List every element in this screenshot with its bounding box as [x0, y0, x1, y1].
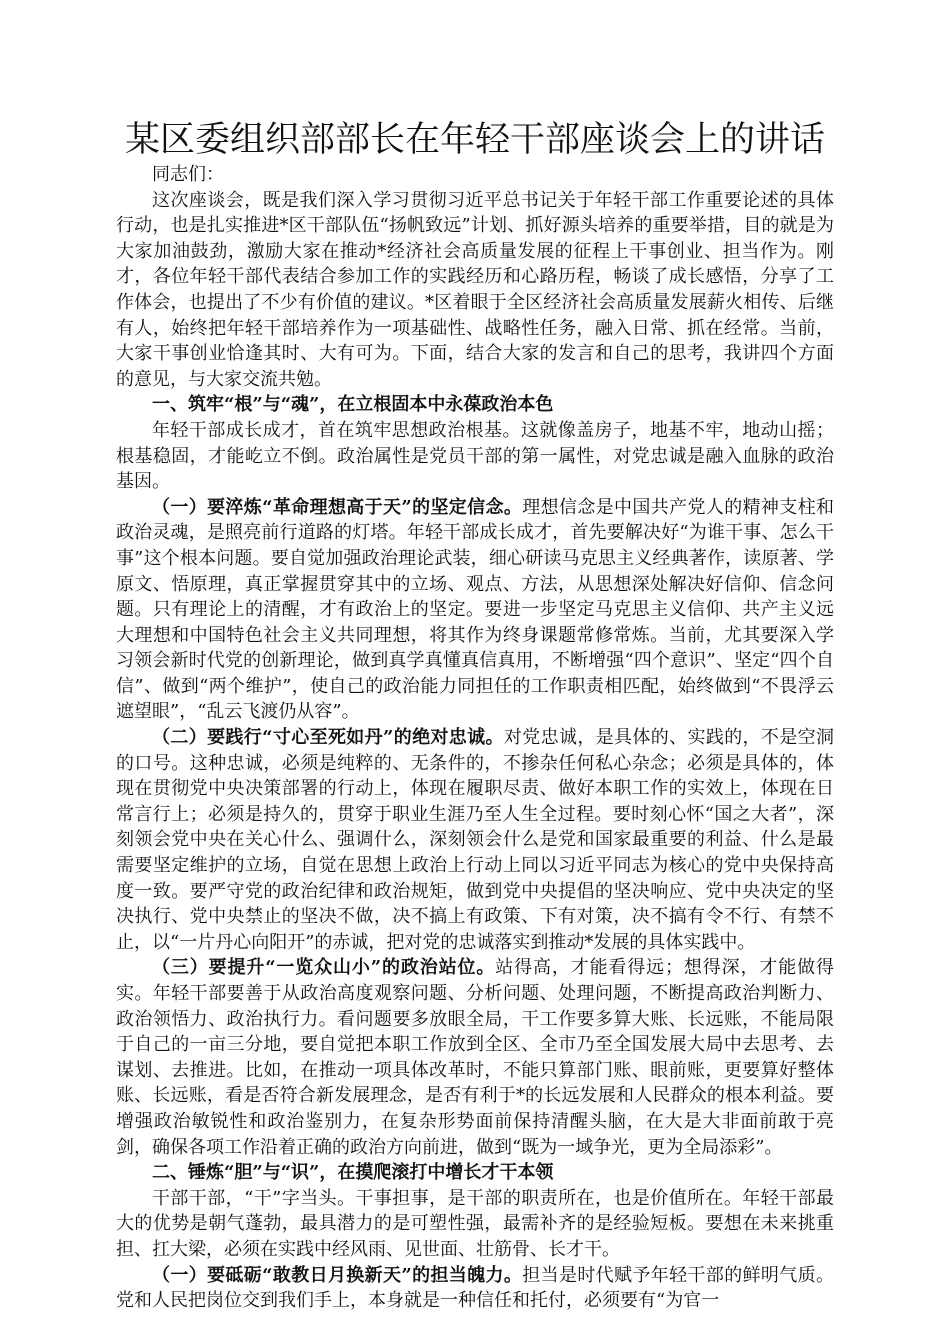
intro-paragraph: 这次座谈会，既是我们深入学习贯彻习近平总书记关于年轻干部工作重要论述的具体行动，也是扎实推进*区干部队伍“扬帆致远”计划、抓好源头培养的重要举措，目的就是为大家加油鼓劲，激励大家在推动*经济社会高质量发展的征程上干事创业、担当作为。刚才，各位年轻干部代表结合参加工作的实践经历和心路历程，畅谈了成长感悟，分享了工作体会，也提出了不少有价值的建议。*区着眼于全区经济社会高质量发展薪火相传、后继有人，始终把年轻干部培养作为一项基础性、战略性任务，融入日常、抓在经常。当前，大家干事创业恰逢其时、大有可为。下面，结合大家的发言和自己的思考，我讲四个方面的意见，与大家交流共勉。	[116, 189, 834, 390]
section-1-point-3-paragraph	[116, 955, 834, 1160]
document-page	[116, 118, 834, 1314]
section-1-point-1-lead: （一）要淬炼“革命理想高于天”的坚定信念。	[152, 496, 523, 518]
section-1-intro-paragraph: 年轻干部成长成才，首在筑牢思想政治根基。这就像盖房子，地基不牢，地动山摇；根基稳固，才能屹立不倒。政治属性是党员干部的第一属性，对党忠诚是融入血脉的政治基因。	[116, 419, 834, 493]
section-1-heading: 一、筑牢“根”与“魂”，在立根固本中永葆政治本色	[152, 394, 554, 416]
salutation: 同志们：	[152, 164, 224, 185]
section-1-point-2-paragraph	[116, 725, 834, 955]
section-2-heading: 二、锤炼“胆”与“识”，在摸爬滚打中增长才干本领	[152, 1162, 554, 1184]
section-1-point-2-body: 对党忠诚，是具体的、实践的，不是空洞的口号。这种忠诚，必须是纯粹的、无条件的，不掺杂任何私心杂念；必须是具体的，体现在贯彻党中央决策部署的行动上，体现在履职尽责、做好本职工作的实效上，体现在日常言行上；必须是持久的，贯穿于职业生涯乃至人生全过程。要时刻心怀“国之大者”，深刻领会党中央在关心什么、强调什么，深刻领会什么是党和国家最重要的利益、什么是最需要坚定维护的立场，自觉在思想上政治上行动上同以习近平同志为核心的党中央保持高度一致。要严守党的政治纪律和政治规矩，做到党中央提倡的坚决响应、党中央决定的坚决执行、党中央禁止的坚决不做，决不搞上有政策、下有对策，决不搞有令不行、有禁不止，以“一片丹心向阳开”的赤诚，把对党的忠诚落实到推动*发展的具体实践中。	[116, 727, 834, 953]
section-1-point-3-lead: （三）要提升“一览众山小”的政治站位。	[152, 957, 496, 979]
section-2-intro-paragraph: 干部干部，“干”字当头。干事担事，是干部的职责所在，也是价值所在。年轻干部最大的优势是朝气蓬勃，最具潜力的是可塑性强，最需补齐的是经验短板。要想在未来挑重担、扛大梁，必须在实践中经风雨、见世面、壮筋骨、长才干。	[116, 1187, 834, 1260]
section-2-point-1-lead: （一）要砥砺“敢教日月换新天”的担当魄力。	[152, 1264, 523, 1286]
section-2-point-1-paragraph	[116, 1263, 834, 1314]
document-title: 某区委组织部部长在年轻干部座谈会上的讲话	[124, 120, 825, 160]
section-2-point-1-body: 担当是时代赋予年轻干部的鲜明气质。党和人民把岗位交到我们手上，本身就是一种信任和托付，必须要有“为官一	[116, 1264, 834, 1312]
section-1-point-1-paragraph	[116, 495, 834, 725]
section-1-point-3-body: 站得高，才能看得远；想得深，才能做得实。年轻干部要善于从政治高度观察问题、分析问题、处理问题，不断提高政治判断力、政治领悟力、政治执行力。看问题要多放眼全局，干工作要多算大账、长远账，不能局限于自己的一亩三分地，要自觉把本职工作放到全区、全市乃至全国发展大局中去思考、去谋划、去推进。比如，在推动一项具体改革时，不能只算部门账、眼前账，更要算好整体账、长远账，看是否符合新发展理念，是否有利于*的长远发展和人民群众的根本利益。要增强政治敏锐性和政治鉴别力，在复杂形势面前保持清醒头脑，在大是大非面前敢于亮剑，确保各项工作沿着正确的政治方向前进，做到“既为一域争光，更为全局添彩”。	[116, 957, 834, 1158]
section-1-point-1-body: 理想信念是中国共产党人的精神支柱和政治灵魂，是照亮前行道路的灯塔。年轻干部成长成才，首先要解决好“为谁干事、怎么干事”这个根本问题。要自觉加强政治理论武装，细心研读马克思主义经典著作，读原著、学原文、悟原理，真正掌握贯穿其中的立场、观点、方法，从思想深处解决好信仰、信念问题。只有理论上的清醒，才有政治上的坚定。要进一步坚定马克思主义信仰、共产主义远大理想和中国特色社会主义共同理想，将其作为终身课题常修常炼。当前，尤其要深入学习领会新时代党的创新理论，做到真学真懂真信真用，不断增强“四个意识”、坚定“四个自信”、做到“两个维护”，使自己的政治能力同担任的工作职责相匹配，始终做到“不畏浮云遮望眼”，“乱云飞渡仍从容”。	[116, 496, 834, 723]
section-1-point-2-lead: （二）要践行“寸心至死如丹”的绝对忠诚。	[152, 727, 504, 749]
